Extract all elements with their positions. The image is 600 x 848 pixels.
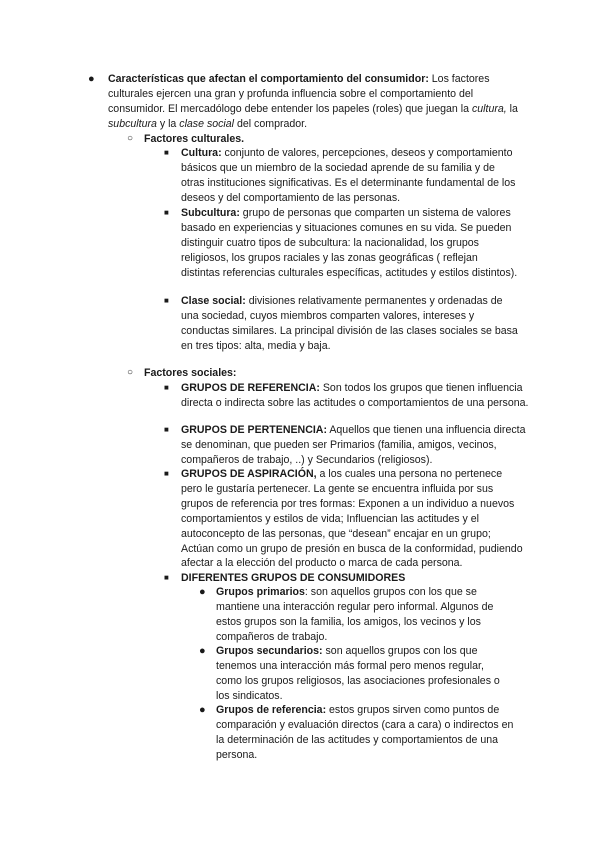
section-culturales-heading: [127, 132, 524, 147]
intro-text: y la: [156, 117, 180, 130]
term: GRUPOS DE ASPIRACIÓN,: [181, 468, 317, 480]
intro-text: la: [506, 102, 518, 115]
intro-clase-social: clase social: [179, 117, 235, 130]
bullet-dot: ●: [199, 586, 206, 598]
definition: estos grupos sirven como puntos de comparación y evaluación directos (cara a cara) o indirectos en la determinación de las actitudes y comportamientos de una persona.: [216, 704, 514, 761]
bullet-dot: ●: [199, 645, 206, 657]
term: Grupos primarios: [216, 586, 305, 598]
sub-item-grupos-primarios: [199, 585, 511, 645]
section-sociales-heading: [127, 366, 524, 381]
list-item-diferentes-grupos: [164, 571, 526, 586]
definition: Aquellos que tienen una influencia directa se denominan, que pueden ser Primarios (familia, amigos, vecinos, compañeros de trabajo, ..) y Secundarios (religiosos).: [181, 424, 526, 466]
bullet-square: ■: [164, 469, 169, 478]
term: Clase social:: [181, 295, 246, 307]
bullet-square: ■: [164, 208, 169, 217]
bullet-square: ■: [164, 573, 169, 582]
bullet-square: ■: [164, 148, 169, 157]
bullet-circle: ○: [127, 367, 134, 378]
bullet-square: ■: [164, 425, 169, 434]
term: DIFERENTES GRUPOS DE CONSUMIDORES: [181, 572, 406, 584]
bullet-dot: ●: [88, 73, 95, 85]
definition: Son todos los grupos que tienen influencia directa o indirecta sobre las actitudes o comportamientos de una persona.: [181, 382, 529, 409]
intro-text: Los factores culturales ejercen una gran y profunda influencia sobre el comportamiento del consumidor. El mercadólogo debe entender los papeles (roles) que juegan la: [108, 73, 490, 115]
section-title: Factores culturales.: [144, 133, 245, 145]
bullet-dot: ●: [199, 704, 206, 716]
term: GRUPOS DE REFERENCIA:: [181, 382, 320, 394]
definition: grupo de personas que comparten un sistema de valores basado en experiencias y situaciones comunes en su vida. Se pueden distinguir cuatro tipos de subcultura: la nacionalidad, los grupos religiosos, los grupos raciales y las zonas geográficas ( reflejan distintas referencias culturales específicas, actitudes y estilos distintos).: [181, 207, 518, 279]
list-item-grupos-aspiracion: [164, 467, 526, 571]
term: GRUPOS DE PERTENENCIA:: [181, 424, 327, 436]
term: Subcultura:: [181, 207, 240, 219]
sub-item-grupos-de-referencia: [199, 703, 516, 763]
bullet-circle: ○: [127, 133, 134, 144]
term: Grupos secundarios:: [216, 645, 323, 657]
definition: son aquellos grupos con los que tenemos una interacción más formal pero menos regular, como los grupos religiosos, las asociaciones profesionales o los sindicatos.: [216, 645, 500, 702]
section-title: Factores sociales:: [144, 367, 237, 379]
intro-paragraph: [88, 72, 526, 132]
definition: conjunto de valores, percepciones, deseos y comportamiento básicos que un miembro de la sociedad aprende de su familia y de otras instituciones significativas. Es el determinante fundamental de los deseos y del comportamiento de las personas.: [181, 147, 516, 204]
intro-cultura: cultura,: [471, 102, 507, 115]
list-item-grupos-pertenencia: [164, 423, 526, 468]
term: Cultura:: [181, 147, 222, 159]
list-item-grupos-referencia: [164, 381, 529, 411]
bullet-square: ■: [164, 383, 169, 392]
list-item-clase-social: [164, 294, 519, 354]
list-item-subcultura: [164, 206, 519, 281]
definition: a los cuales una persona no pertenece pero le gustaría pertenecer. La gente se encuentra influida por sus grupos de referencia por tres formas: Exponen a un individuo a nuevos comportamientos y estilos de vida; Influencian las actitudes y el autoconcepto de las personas, que “desean” encajar en un grupo; Actúan como un grupo de presión en busca de la conformidad, pudiendo afectar a la elección del producto o marca de cada persona.: [181, 468, 523, 570]
definition: : son aquellos grupos con los que se mantiene una interacción regular pero informal. Algunos de estos grupos son la familia, los amigos, los vecinos y los compañeros de trabajo.: [216, 586, 494, 643]
intro-heading: Características que afectan el comportamiento del consumidor:: [108, 73, 429, 85]
bullet-square: ■: [164, 296, 169, 305]
intro-subcultura: subcultura: [108, 117, 157, 130]
intro-text: del comprador.: [234, 117, 308, 130]
term: Grupos de referencia:: [216, 704, 327, 716]
sub-item-grupos-secundarios: [199, 644, 511, 704]
list-item-cultura: [164, 146, 519, 206]
definition: divisiones relativamente permanentes y ordenadas de una sociedad, cuyos miembros comparten valores, intereses y conductas similares. La principal división de las clases sociales se basa en tres tipos: alta, media y baja.: [181, 295, 518, 352]
